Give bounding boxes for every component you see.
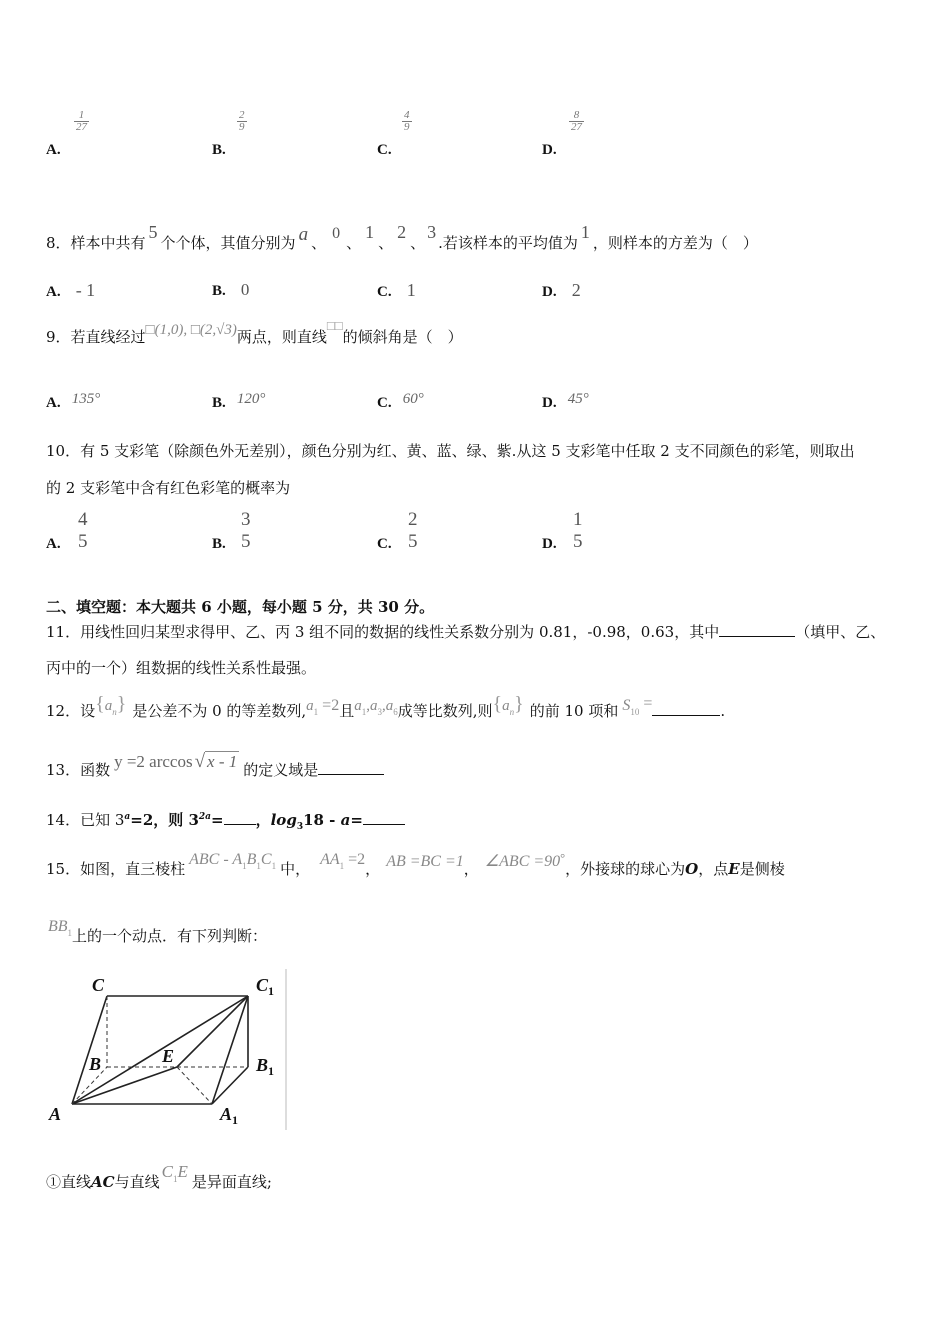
- q15-aa1-val: =2: [344, 851, 366, 868]
- label-a: A: [49, 1104, 62, 1124]
- option-label: D.: [542, 142, 557, 158]
- q12-seq-a6: a: [385, 698, 394, 714]
- denominator: 5: [241, 531, 251, 552]
- option-value: 1: [406, 280, 416, 300]
- q12-eq2: =2: [318, 697, 340, 714]
- q9-points: □(1,0), □(2,√3): [145, 322, 237, 338]
- label-c1: [256, 975, 274, 998]
- q15-sub-1: 1: [67, 928, 73, 938]
- q8-option-d: [542, 280, 581, 301]
- numerator: 4: [404, 109, 410, 121]
- q12-sub-n-2: n: [509, 707, 515, 717]
- fraction: [406, 510, 420, 551]
- option-value: 2: [571, 280, 581, 300]
- q15-ab-bc: AB =BC =1: [386, 853, 464, 870]
- denominator: 27: [76, 121, 87, 133]
- q14-log: log: [270, 811, 297, 829]
- q9-text-2: 的倾斜角是（ ）: [342, 328, 463, 346]
- q15-deg: °: [560, 851, 566, 865]
- denominator: 9: [239, 121, 245, 133]
- q12-prefix: 12．设: [46, 702, 96, 720]
- denominator: 5: [78, 531, 88, 552]
- question-8: [46, 222, 758, 264]
- q12-answer-blank[interactable]: [652, 715, 720, 716]
- q11-answer-blank[interactable]: [719, 636, 795, 637]
- q15-sub-1: 1: [256, 861, 261, 871]
- q9-text-1: 两点，则直线: [236, 328, 327, 346]
- q12-an-2: a: [502, 698, 510, 714]
- q14-prefix: 14．已知 3: [46, 811, 125, 829]
- q15-text-5: 上的一个动点．有下列判断：: [72, 927, 268, 945]
- q12-an: a: [104, 698, 113, 714]
- label-e: E: [162, 1046, 175, 1066]
- prism-diagram: [40, 965, 300, 1135]
- option-label: C.: [377, 536, 392, 552]
- q8-text-3: ，则样本的方差为（ ）: [592, 234, 758, 252]
- section-2-heading: 二、填空题：本大题共 6 小题，每小题 5 分，共 30 分。: [46, 598, 435, 616]
- q8-a: a: [298, 224, 309, 245]
- question-10-line-2: 的 2 支彩笔中含有红色彩笔的概率为: [46, 479, 291, 497]
- q8-option-b: [212, 280, 249, 300]
- question-11-line-2: 丙中的一个）组数据的线性关系性最强。: [46, 659, 317, 677]
- denominator: 5: [573, 531, 583, 552]
- q9-option-a: [46, 388, 101, 411]
- q9-option-d: [542, 388, 589, 411]
- numerator: 8: [573, 109, 580, 121]
- numerator: 2: [239, 109, 245, 121]
- numerator: 1: [78, 109, 85, 121]
- q12-seq-a1: a: [354, 698, 362, 714]
- q12-seq-sub-3: 3: [377, 707, 382, 717]
- judgement-1: [46, 1160, 272, 1209]
- segment-e-c1: [177, 996, 248, 1067]
- q15-comma: ，: [463, 860, 479, 878]
- q12-comma: ,: [381, 698, 386, 714]
- q15-angle: ∠ABC =90: [484, 853, 561, 870]
- option-value: 135°: [71, 391, 101, 407]
- label-b: B: [89, 1054, 102, 1074]
- j1-c1e-sub: 1: [172, 1174, 178, 1184]
- q9-prefix: 9．若直线经过: [46, 328, 146, 346]
- segment-a-c1: [72, 996, 248, 1104]
- q8-v1: 1: [365, 222, 375, 242]
- q15-prism-b: B: [246, 851, 257, 868]
- q12-end: .: [720, 702, 726, 720]
- prism-figure: [40, 965, 300, 1135]
- option-value: 45°: [567, 391, 589, 407]
- label-b1-sub: 1: [268, 1064, 275, 1078]
- left-brace-icon: {: [492, 693, 503, 715]
- q12-seq-sub-6: 6: [393, 707, 398, 717]
- q8-sep: 、: [410, 234, 426, 252]
- label-b1-letter: B: [256, 1055, 269, 1075]
- q15-text-2: ，外接球的球心为: [565, 860, 686, 878]
- q8-option-a: [46, 280, 95, 301]
- question-13: [46, 748, 384, 792]
- option-label: D.: [542, 395, 557, 411]
- fraction: [569, 110, 584, 133]
- q9-option-b: [212, 388, 266, 411]
- option-value: - 1: [75, 280, 96, 300]
- q12-a1: a: [306, 698, 314, 714]
- option-value: 60°: [402, 391, 424, 407]
- q12-seq-a3: a: [369, 698, 378, 714]
- q15-comma: ，: [365, 860, 381, 878]
- sqrt-icon: √: [194, 751, 206, 772]
- fraction: [571, 510, 585, 551]
- q15-sub-1: 1: [271, 861, 277, 871]
- q14-answer-blank-1[interactable]: [224, 824, 256, 825]
- q15-prism: ABC - A: [189, 851, 243, 868]
- q11-text: 11．用线性回归某型求得甲、乙、丙 3 组不同的数据的线性关系数分别为 0.81，-0.98，0.63，其中: [46, 623, 720, 641]
- option-label: A.: [46, 536, 61, 552]
- question-12: [46, 688, 725, 738]
- q8-mean: 1: [580, 222, 590, 242]
- q12-seq-sub-1: 1: [361, 707, 367, 717]
- numerator: 1: [573, 509, 583, 530]
- denominator: 27: [571, 121, 582, 133]
- q15-prism-c: C: [260, 851, 272, 868]
- fraction: [402, 110, 412, 133]
- j1-c1e-e: E: [177, 1162, 188, 1181]
- q14-text-2: =: [211, 811, 224, 829]
- question-15-line-2: [48, 914, 267, 963]
- edge-c-a: [72, 996, 107, 1104]
- q8-sep: 、: [311, 234, 327, 252]
- option-label: B.: [212, 283, 226, 299]
- option-label: D.: [542, 284, 557, 300]
- q8-sep: 、: [378, 234, 394, 252]
- denominator: 9: [404, 121, 410, 133]
- label-a1: [219, 1104, 238, 1127]
- denominator: 5: [408, 531, 418, 552]
- q15-text-4: 是侧棱: [739, 860, 785, 878]
- option-label: A.: [46, 284, 61, 300]
- q14-a: a: [340, 811, 351, 829]
- q14-text-5: =: [350, 811, 363, 829]
- q8-v3: 3: [427, 222, 437, 242]
- q14-text-3: ，: [255, 811, 271, 829]
- q12-s10: S: [622, 697, 631, 714]
- option-label: A.: [46, 142, 61, 158]
- q13-func: y =2 arccos: [114, 752, 193, 771]
- fraction: [239, 510, 253, 551]
- fraction: [76, 510, 90, 551]
- right-brace-icon: }: [514, 693, 524, 715]
- q8-prefix: 8．样本中共有: [46, 234, 146, 252]
- q12-text-4: 的前 10 项和: [529, 702, 619, 720]
- q12-text-2: 且: [339, 702, 355, 720]
- numerator: 4: [78, 509, 88, 530]
- question-10-line-1: 10．有 5 支彩笔（除颜色外无差别），颜色分别为红、黄、蓝、绿、紫.从这 5 支彩笔中任取 2 支不同颜色的彩笔，则取出: [46, 442, 855, 460]
- label-a1-sub: 1: [232, 1113, 239, 1127]
- q8-v0: 0: [332, 225, 341, 242]
- q15-text-1: 中，: [280, 860, 311, 878]
- j1-prefix: ①直线: [46, 1173, 92, 1191]
- numerator: 2: [408, 509, 418, 530]
- q12-eq: =: [639, 695, 653, 712]
- option-label: B.: [212, 536, 226, 552]
- q14-sup-2a: 2a: [198, 812, 212, 822]
- option-value: 120°: [236, 391, 266, 407]
- q9-line: □□: [326, 318, 343, 333]
- j1-c1e: C: [161, 1162, 173, 1181]
- q15-bb1: BB: [48, 918, 68, 935]
- q13-radicand: x - 1: [207, 752, 238, 771]
- option-value: 0: [240, 280, 250, 299]
- q14-text-4: 18 -: [303, 811, 341, 829]
- q14-sup-a: a: [124, 812, 131, 822]
- label-b1: [255, 1055, 274, 1078]
- q15-e: E: [728, 860, 740, 878]
- q12-sub-1: 1: [313, 707, 319, 717]
- q12-text-1: 是公差不为 0 的等差数列,: [132, 702, 307, 720]
- label-a1-letter: A: [220, 1104, 233, 1124]
- q14-log-base: 3: [296, 822, 304, 832]
- j1-ac: AC: [91, 1173, 115, 1191]
- q15-prefix: 15．如图，直三棱柱: [46, 860, 186, 878]
- j1-mid: 与直线: [114, 1173, 160, 1191]
- q12-text-3: 成等比数列,则: [397, 702, 493, 720]
- label-c1-letter: C: [256, 975, 269, 995]
- q12-sub-n: n: [112, 707, 117, 717]
- question-14: [46, 809, 405, 832]
- fraction: [237, 110, 247, 133]
- q8-n: 5: [148, 222, 158, 242]
- right-brace-icon: }: [116, 693, 127, 715]
- q12-comma: ,: [366, 698, 370, 714]
- q9-option-c: [377, 388, 424, 411]
- q15-text-3: ，点: [698, 860, 729, 878]
- q15-o: O: [685, 860, 699, 878]
- option-label: C.: [377, 142, 392, 158]
- q15-sub-1: 1: [339, 861, 345, 871]
- numerator: 3: [241, 509, 251, 530]
- left-brace-icon: {: [95, 693, 105, 715]
- j1-end: 是异面直线;: [191, 1173, 272, 1191]
- label-c1-sub: 1: [268, 984, 275, 998]
- q15-sub-1: 1: [242, 861, 247, 871]
- question-11-line-1: [46, 621, 885, 642]
- q8-v2: 2: [397, 222, 407, 242]
- option-label: A.: [46, 395, 61, 411]
- q14-answer-blank-2[interactable]: [363, 824, 405, 825]
- option-label: B.: [212, 395, 226, 411]
- option-label: D.: [542, 536, 557, 552]
- label-c: C: [92, 975, 105, 995]
- q13-prefix: 13．函数: [46, 761, 111, 779]
- question-15: [46, 842, 785, 896]
- q15-aa1: AA: [320, 851, 340, 868]
- option-label: B.: [212, 142, 226, 158]
- edge-c1-a1: [212, 996, 248, 1104]
- q12-sub-10: 10: [630, 707, 640, 717]
- q11-text-end: （填甲、乙、: [795, 623, 886, 641]
- q14-text-1: =2，则 3: [130, 811, 199, 829]
- q8-option-c: [377, 280, 416, 301]
- q13-text: 的定义域是: [243, 761, 319, 779]
- segment-e-a1-hidden: [177, 1067, 212, 1104]
- fraction: [74, 110, 89, 133]
- option-label: C.: [377, 284, 392, 300]
- question-9: [46, 318, 463, 357]
- q13-answer-blank[interactable]: [318, 774, 384, 775]
- q8-text-2: .若该样本的平均值为: [438, 234, 578, 252]
- option-label: C.: [377, 395, 392, 411]
- q8-text-1: 个个体，其值分别为: [160, 234, 296, 252]
- q8-sep: 、: [346, 234, 362, 252]
